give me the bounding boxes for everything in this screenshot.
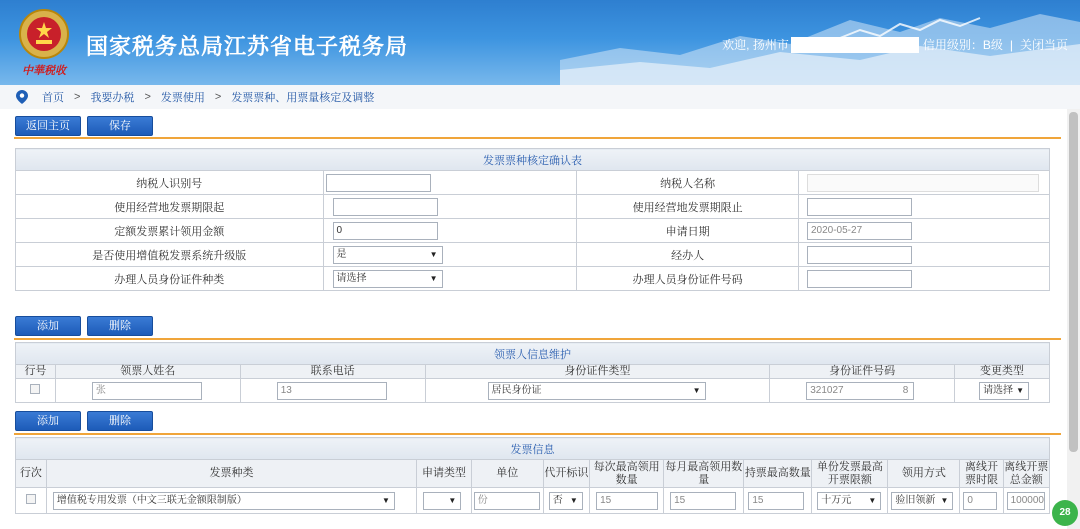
- col-row-no: 行号: [16, 365, 56, 379]
- delete-receiver-button[interactable]: 删除: [87, 316, 153, 336]
- col-id-number: 身份证件号码: [770, 365, 955, 379]
- credit-level: 信用级别：B级: [922, 38, 1003, 52]
- invoice-type-select[interactable]: [53, 492, 395, 510]
- invoice-caption: 发票信息: [16, 438, 1050, 460]
- invoice-table: [15, 437, 1050, 514]
- floating-badge[interactable]: 28: [1052, 500, 1078, 526]
- col-unit: 单位: [471, 460, 543, 488]
- hold-max-input[interactable]: 15: [748, 492, 804, 510]
- breadcrumb-invoice-use[interactable]: 发票使用: [160, 92, 205, 104]
- period-start-label: 使用经营地发票期限起: [16, 195, 324, 219]
- save-button[interactable]: 保存: [87, 116, 153, 136]
- site-title: 国家税务总局江苏省电子税务局: [86, 34, 409, 59]
- id-number-label: 办理人员身份证件号码: [577, 267, 799, 291]
- row-checkbox[interactable]: [26, 494, 36, 504]
- col-agent-flag: 代开标识: [543, 460, 589, 488]
- breadcrumb-arrow: >: [214, 91, 222, 103]
- add-receiver-button[interactable]: 添加: [15, 316, 81, 336]
- invoice-type-value: 增值税专用发票（中文三联无金额限制版）: [56, 494, 247, 506]
- chevron-down-icon: ▼: [429, 249, 438, 259]
- orange-divider: [14, 338, 1061, 340]
- breadcrumb: [0, 85, 1080, 109]
- row-checkbox[interactable]: [30, 384, 40, 394]
- breadcrumb-arrow: >: [144, 91, 151, 103]
- id-number-input[interactable]: [807, 270, 912, 288]
- handler-input[interactable]: [807, 246, 912, 264]
- upgrade-value: 是: [336, 248, 347, 260]
- orange-divider: [14, 433, 1061, 435]
- col-single-limit: 单份发票最高开票限额: [812, 460, 888, 488]
- receiver-id-type-value: 居民身份证: [491, 384, 542, 396]
- upgrade-label: 是否使用增值税发票系统升级版: [16, 243, 324, 267]
- id-number-field[interactable]: [806, 382, 914, 400]
- change-type-select[interactable]: [979, 382, 1029, 400]
- single-limit-value: 十万元: [821, 494, 852, 506]
- receiver-table: [15, 342, 1050, 403]
- chevron-down-icon: ▼: [1016, 385, 1025, 395]
- unit-input[interactable]: 份: [474, 492, 540, 510]
- col-offline-amount: 离线开票总金额: [1004, 460, 1049, 486]
- welcome-text: 欢迎, 扬州市: [722, 38, 789, 52]
- masked-username: [791, 37, 919, 53]
- chevron-down-icon: ▼: [569, 495, 578, 505]
- handler-label: 经办人: [577, 243, 799, 267]
- confirm-table: [15, 148, 1050, 291]
- id-type-select[interactable]: [333, 270, 443, 288]
- col-offline-time: 离线开票时限: [960, 460, 1003, 488]
- scrollbar-thumb[interactable]: [1069, 112, 1078, 452]
- tax-emblem-icon: [18, 8, 70, 60]
- taxpayer-id-input[interactable]: [326, 174, 431, 192]
- offline-amount-input[interactable]: 100000: [1007, 492, 1045, 510]
- breadcrumb-home[interactable]: 首页: [42, 92, 64, 104]
- change-type-value: 请选择: [983, 384, 1014, 396]
- separator: |: [1009, 37, 1013, 52]
- per-time-input[interactable]: 15: [596, 492, 658, 510]
- receiver-name-input[interactable]: 张: [92, 382, 202, 400]
- col-invoice-type: 发票种类: [46, 460, 416, 488]
- confirm-caption: 发票票种核定确认表: [16, 149, 1050, 171]
- apply-date-label: 申请日期: [577, 219, 799, 243]
- chevron-down-icon: ▼: [381, 495, 390, 505]
- col-change-type: 变更类型: [955, 365, 1050, 379]
- user-bar: [722, 36, 1068, 53]
- phone-input[interactable]: 13: [277, 382, 387, 400]
- quota-amount-label: 定额发票累计领用金额: [16, 219, 324, 243]
- offline-time-input[interactable]: 0: [963, 492, 997, 510]
- add-invoice-button[interactable]: 添加: [15, 411, 81, 431]
- chevron-down-icon: ▼: [429, 273, 438, 283]
- chevron-down-icon: ▼: [868, 495, 877, 505]
- period-end-input[interactable]: [807, 198, 912, 216]
- col-id-type: 身份证件类型: [425, 365, 770, 379]
- receive-method-select[interactable]: [891, 492, 953, 510]
- agent-flag-value: 否: [552, 494, 563, 506]
- close-page-link[interactable]: 关闭当页: [1019, 38, 1068, 52]
- col-receive-method: 领用方式: [888, 460, 960, 488]
- site-header: [0, 0, 1080, 85]
- chevron-down-icon: ▼: [692, 385, 701, 395]
- apply-date-input[interactable]: 2020-05-27: [807, 222, 912, 240]
- receive-method-value: 验旧领新: [895, 494, 936, 506]
- breadcrumb-tax[interactable]: 我要办税: [90, 92, 135, 104]
- col-line: 行次: [16, 460, 47, 488]
- breadcrumb-current: 发票票种、用票量核定及调整: [231, 92, 375, 104]
- taxpayer-name-label: 纳税人名称: [577, 171, 799, 195]
- delete-invoice-button[interactable]: 删除: [87, 411, 153, 431]
- receiver-caption: 领票人信息维护: [16, 343, 1050, 365]
- col-per-month-max: 每月最高领用数量: [665, 460, 743, 486]
- col-apply-type: 申请类型: [417, 460, 472, 488]
- col-phone: 联系电话: [240, 365, 425, 379]
- breadcrumb-arrow: >: [74, 91, 81, 103]
- upgrade-select[interactable]: [333, 246, 443, 264]
- orange-divider: [14, 137, 1061, 139]
- apply-type-select[interactable]: [423, 492, 461, 510]
- id-number-suffix: 8: [902, 384, 909, 396]
- id-number-prefix: 321027: [810, 384, 844, 396]
- receiver-id-type-select[interactable]: [488, 382, 706, 400]
- signature-logo: 中華税收: [22, 64, 66, 77]
- id-type-label: 办理人员身份证件种类: [16, 267, 324, 291]
- col-receiver-name: 领票人姓名: [55, 365, 240, 379]
- single-limit-select[interactable]: [817, 492, 881, 510]
- table-row: [16, 379, 1050, 403]
- per-month-input[interactable]: 15: [670, 492, 736, 510]
- chevron-down-icon: ▼: [448, 495, 457, 505]
- table-row: [16, 488, 1050, 514]
- location-pin-icon: [16, 90, 28, 104]
- chevron-down-icon: ▼: [940, 495, 949, 505]
- col-hold-max: 持票最高数量: [744, 460, 812, 488]
- period-start-input[interactable]: [333, 198, 438, 216]
- agent-flag-select[interactable]: [549, 492, 583, 510]
- taxpayer-id-label: 纳税人识别号: [16, 171, 324, 195]
- back-home-button[interactable]: 返回主页: [15, 116, 81, 136]
- period-end-label: 使用经营地发票期限止: [577, 195, 799, 219]
- id-type-value: 请选择: [336, 272, 367, 284]
- col-per-time-max: 每次最高领用数量: [590, 460, 664, 488]
- quota-amount-input[interactable]: 0: [333, 222, 438, 240]
- taxpayer-name-input[interactable]: [807, 174, 1039, 192]
